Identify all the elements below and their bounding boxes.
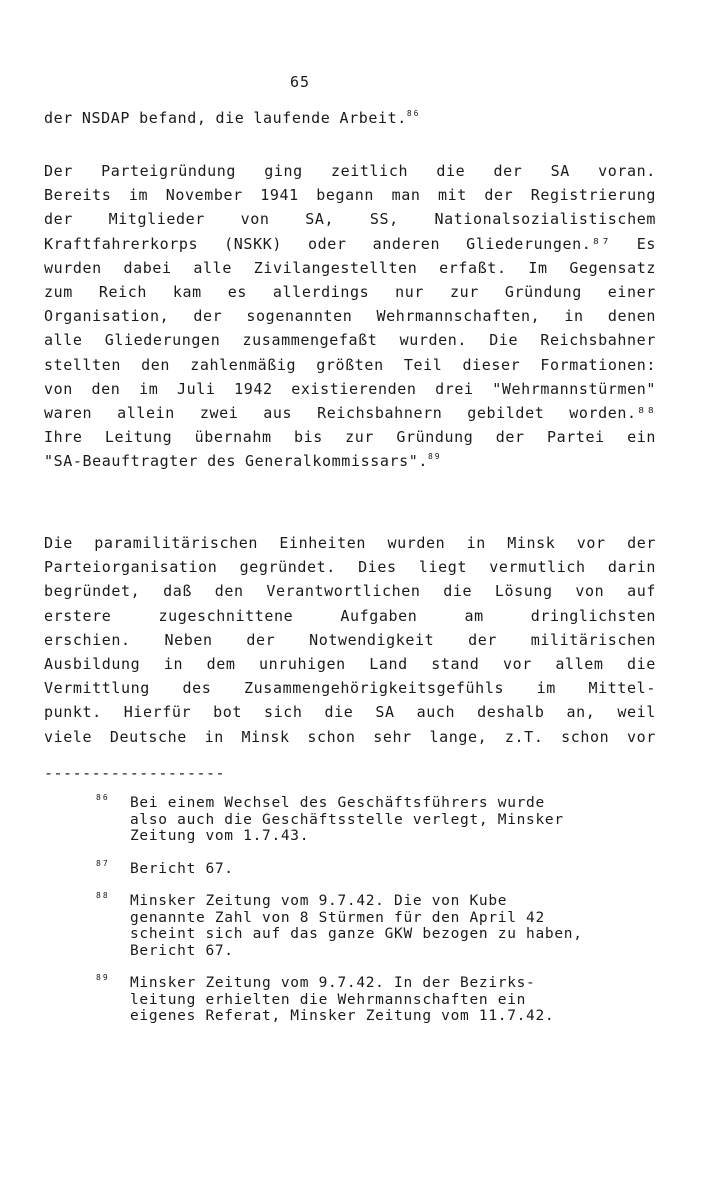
- word: Ihre: [44, 428, 83, 447]
- word: im: [536, 679, 556, 698]
- word: dieser: [462, 355, 521, 374]
- word: Die: [489, 331, 519, 350]
- word: Leitung: [104, 428, 173, 447]
- word: Ausbildung: [44, 654, 141, 673]
- word: des: [207, 452, 236, 471]
- word: Hierfür: [123, 703, 192, 722]
- word: gegründet.: [239, 558, 336, 577]
- word: erschien.: [44, 630, 131, 649]
- word: schon: [561, 727, 610, 746]
- word: der: [484, 186, 514, 205]
- word: ging: [264, 162, 303, 180]
- word: SA: [375, 703, 395, 722]
- word: z.T.: [504, 727, 544, 746]
- word: Nationalsozialistischem: [434, 210, 656, 229]
- word: die: [215, 109, 245, 127]
- word: zur: [345, 428, 375, 447]
- word: Gründung: [504, 282, 582, 301]
- word: der: [44, 210, 73, 229]
- word: auch: [416, 703, 456, 722]
- word: mit: [437, 186, 467, 205]
- word: 1942: [234, 379, 273, 398]
- word: begründet,: [44, 582, 141, 601]
- word: lange,: [429, 727, 488, 746]
- word: Kraftfahrerkorps: [44, 234, 199, 253]
- word: Neben: [164, 630, 213, 649]
- word: militärischen: [530, 630, 656, 649]
- footnote-item: [96, 893, 636, 959]
- word: Vermittlung: [44, 679, 150, 698]
- footnote-item: [96, 975, 636, 1025]
- word: auf: [627, 582, 656, 601]
- word: Gliederungen.⁸⁷: [466, 234, 611, 253]
- footnote-ref: 89: [427, 452, 442, 462]
- word: einer: [607, 282, 656, 301]
- word: erstere: [44, 606, 112, 625]
- footnote-text-line: scheint sich auf das ganze GKW bezogen zu haben,: [130, 926, 583, 942]
- word: Einheiten: [279, 534, 367, 552]
- word: SA,: [305, 210, 335, 229]
- paragraph-3: [44, 531, 656, 749]
- text-line: [44, 256, 656, 280]
- text-line: [44, 280, 656, 304]
- word: Generalkommissars".$^{89}$: [245, 452, 442, 471]
- word: zusammengefaßt: [242, 331, 378, 350]
- word: dem: [206, 654, 236, 673]
- footnote-text-line: also auch die Geschäftsstelle verlegt, Minsker: [130, 811, 564, 828]
- word: die: [324, 703, 354, 722]
- word: punkt.: [44, 703, 102, 722]
- word: alle: [44, 331, 83, 350]
- word: den: [214, 582, 244, 601]
- text-line: [44, 159, 656, 183]
- text-line: [44, 183, 656, 207]
- footnote-number: 86: [96, 793, 110, 802]
- word: stand: [431, 654, 480, 673]
- word: kam: [172, 282, 202, 301]
- word: bis: [293, 428, 323, 447]
- word: allerdings: [272, 282, 370, 301]
- word: den: [91, 379, 121, 398]
- word: den: [141, 355, 171, 374]
- word: Land: [369, 654, 408, 673]
- footnote-text-line: Bericht 67.: [130, 860, 234, 877]
- footnote-text-line: Bei einem Wechsel des Geschäftsführers wurde: [130, 795, 545, 811]
- word: befand,: [139, 109, 207, 127]
- word: November: [165, 186, 243, 205]
- word: vor: [502, 654, 532, 673]
- word: allein: [117, 403, 175, 422]
- word: Zivilangestellten: [253, 258, 418, 277]
- word: Reichsbahner: [540, 331, 656, 350]
- word: am: [464, 606, 484, 625]
- text-line: [44, 304, 656, 328]
- word: die: [627, 654, 656, 673]
- word: dringlichsten: [530, 606, 656, 625]
- footnote-text-line: leitung erhielten die Wehrmannschaften ein: [130, 991, 527, 1008]
- word: der: [495, 428, 525, 447]
- word: der: [246, 630, 276, 649]
- word: waren: [44, 403, 93, 422]
- word: größten: [316, 355, 384, 374]
- word: an,: [566, 703, 596, 722]
- text-line: [44, 531, 656, 555]
- word: in: [564, 307, 584, 326]
- text-line: [44, 425, 656, 449]
- text-line: [44, 628, 656, 652]
- word: drei: [435, 379, 474, 398]
- word: Gegensatz: [569, 258, 656, 277]
- word: Parteigründung: [101, 162, 236, 180]
- text-line: [44, 700, 656, 724]
- word: Die: [44, 534, 73, 552]
- word: daß: [163, 582, 192, 601]
- word: der: [627, 534, 656, 552]
- word: Im: [528, 258, 548, 277]
- word: Mittel-: [588, 679, 656, 698]
- text-line: [44, 652, 656, 676]
- word: nur: [395, 282, 425, 301]
- footnote-text-line: Minsker Zeitung vom 9.7.42. In der Bezirks-: [130, 975, 536, 991]
- word: Bereits: [44, 186, 112, 205]
- word: Verantwortlichen: [266, 582, 421, 601]
- word: Lösung: [494, 582, 553, 601]
- word: SS,: [369, 210, 399, 229]
- word: zum: [44, 282, 73, 301]
- word: sogenannten: [246, 307, 353, 326]
- word: voran.: [598, 162, 656, 180]
- page-number: 65: [289, 73, 311, 91]
- word: zeitlich: [331, 162, 409, 180]
- word: in: [204, 727, 224, 746]
- footnote-text-line: eigenes Referat, Minsker Zeitung vom 11.7.42.: [130, 1008, 555, 1024]
- footnote-text-line: Bericht 67.: [130, 942, 234, 959]
- word: übernahm: [194, 428, 272, 447]
- word: laufende: [253, 109, 331, 127]
- word: im: [128, 186, 149, 205]
- word: schon: [307, 727, 356, 746]
- word: oder: [308, 234, 347, 253]
- word: des: [182, 679, 212, 698]
- word: Registrierung: [530, 186, 656, 205]
- word: worden.⁸⁸: [569, 403, 656, 422]
- word: NSDAP: [81, 109, 131, 127]
- word: Minsk: [241, 727, 290, 746]
- word: SA: [550, 162, 570, 180]
- word: zugeschnittene: [158, 606, 294, 625]
- text-line: [44, 555, 656, 579]
- word: der: [193, 307, 223, 326]
- word: zur: [449, 282, 479, 301]
- paragraph-1: [44, 106, 656, 130]
- text-line: [44, 401, 656, 425]
- word: Mitglieder: [108, 210, 205, 229]
- text-line: [44, 353, 656, 377]
- word: allem: [555, 654, 604, 673]
- word: von: [575, 582, 605, 601]
- word: (NSKK): [224, 234, 282, 253]
- text-line: [44, 725, 656, 749]
- paragraph-2: [44, 159, 656, 473]
- text-line: [44, 207, 656, 231]
- footnote-text-line: Minsker Zeitung vom 9.7.42. Die von Kube: [130, 893, 508, 909]
- word: begann: [316, 186, 375, 205]
- word: Teil: [403, 355, 443, 374]
- word: erfaßt.: [439, 258, 507, 277]
- word: vermutlich: [489, 558, 586, 577]
- footnote-number: 88: [96, 891, 110, 900]
- word: existierenden: [291, 379, 417, 398]
- word: die: [443, 582, 473, 601]
- footnote-text-line: genannte Zahl von 8 Stürmen für den April 42: [130, 909, 545, 926]
- word: viele: [44, 727, 93, 746]
- word: von: [44, 379, 73, 398]
- word: deshalb: [477, 703, 545, 722]
- word: Reich: [98, 282, 147, 301]
- word: Zusammengehörigkeitsgefühls: [244, 679, 505, 698]
- word: alle: [193, 258, 232, 277]
- word: bot: [213, 703, 243, 722]
- word: denen: [607, 307, 656, 326]
- word: Dies: [358, 558, 397, 577]
- word: paramilitärischen: [94, 534, 259, 552]
- word: vor: [626, 727, 656, 746]
- word: Organisation,: [44, 307, 170, 326]
- footnote-number: 87: [96, 858, 110, 868]
- word: Arbeit.$^{86}$: [339, 109, 421, 127]
- word: der: [493, 162, 523, 180]
- word: sich: [264, 703, 303, 722]
- word: stellten: [44, 355, 122, 374]
- word: Wehrmannschaften,: [376, 307, 541, 326]
- word: Notwendigkeit: [309, 630, 435, 649]
- word: zwei: [199, 403, 239, 422]
- word: weil: [617, 703, 656, 722]
- text-line: [44, 579, 656, 603]
- word: gebildet: [467, 403, 545, 422]
- word: Parteiorganisation: [44, 558, 218, 577]
- word: Minsk: [507, 534, 556, 552]
- word: Gründung: [396, 428, 474, 447]
- text-line: [44, 106, 656, 130]
- word: der: [44, 109, 73, 127]
- word: Es: [636, 234, 656, 253]
- word: von: [240, 210, 270, 229]
- footnotes: [96, 795, 636, 1041]
- word: Deutsche: [109, 727, 187, 746]
- text-line: [44, 232, 656, 256]
- word: sehr: [373, 727, 412, 746]
- word: ein: [627, 428, 656, 447]
- footnote-item: [96, 858, 636, 878]
- text-line: [44, 449, 656, 473]
- footnote-number: 89: [96, 973, 110, 982]
- word: es: [227, 282, 247, 301]
- footnote-text-line: Zeitung vom 1.7.43.: [130, 828, 310, 844]
- word: Der: [44, 162, 73, 180]
- footnote-item: [96, 795, 636, 845]
- word: unruhigen: [259, 654, 346, 673]
- word: vor: [576, 534, 606, 552]
- word: Aufgaben: [340, 606, 418, 625]
- text-line: [44, 328, 656, 352]
- word: wurden.: [399, 331, 468, 350]
- word: Reichsbahnern: [317, 403, 443, 422]
- word: anderen: [372, 234, 441, 253]
- word: liegt: [418, 558, 468, 577]
- word: wurden: [387, 534, 446, 552]
- word: in: [163, 654, 184, 673]
- word: "Wehrmannstürmen": [492, 379, 656, 398]
- word: aus: [263, 403, 293, 422]
- word: der: [468, 630, 497, 649]
- word: Formationen:: [540, 355, 656, 374]
- word: zahlenmäßig: [190, 355, 297, 374]
- text-line: [44, 377, 656, 401]
- word: die: [436, 162, 466, 180]
- word: 1941: [260, 186, 299, 205]
- word: man: [391, 186, 421, 205]
- word: Juli: [176, 379, 216, 398]
- footnote-separator: -------------------: [44, 764, 226, 782]
- text-line: [44, 604, 656, 628]
- text-line: [44, 676, 656, 700]
- footnote-ref: 86: [406, 109, 421, 118]
- word: wurden: [44, 258, 102, 277]
- word: im: [139, 379, 159, 398]
- word: dabei: [123, 258, 172, 277]
- word: "SA-Beauftragter: [44, 452, 199, 471]
- word: Gliederungen: [104, 331, 221, 350]
- word: darin: [607, 558, 656, 577]
- word: in: [466, 534, 486, 552]
- word: Partei: [546, 428, 605, 447]
